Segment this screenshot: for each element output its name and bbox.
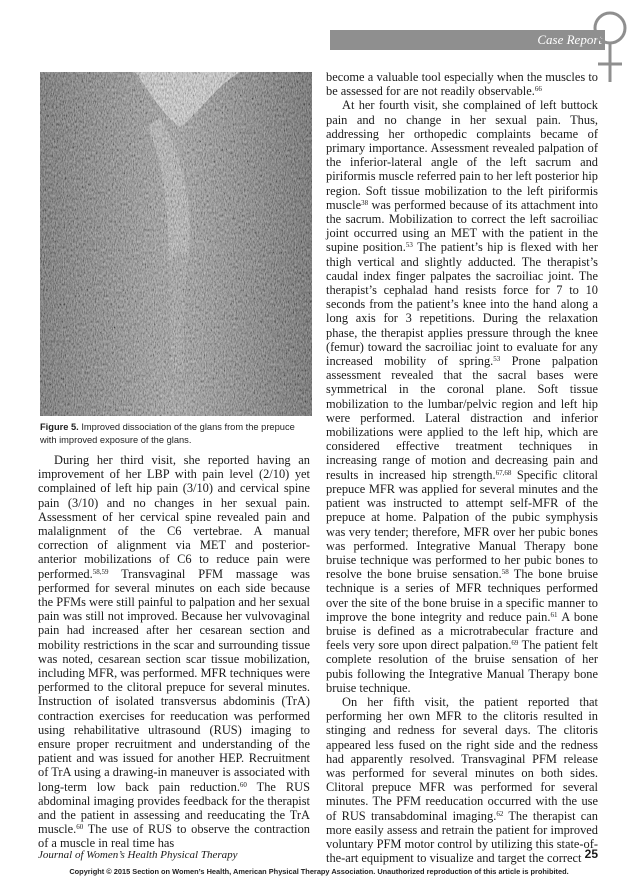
paragraph: At her fourth visit, she complained of left buttock pain and no change in her sexual pain. Thus, addressing her orthopedic complaints became of primary importance. Assessment revealed palpation of the inferior-lateral angle of the left sacrum and piriformis muscle referred pain to her left posterior hip region. Soft tissue mobilization to the left piriformis muscle$^{38}$ was performed because of its attachment into the sacrum. Mobilization to correct the left sacroiliac joint occurred using an MET with the patient in the supine position.$^{53}$ The patient’s hip is flexed with her thigh vertical and slightly adducted. The therapist’s caudal index finger palpates the sacroiliac joint. The therapist’s cephalad hand resists force for 7 to 10 seconds from the patient’s knee into the hand along a long axis for 3 repetitions. During the relaxation phase, the therapist applies pressure through the knee (femur) toward the sacroiliac joint to evaluate for any increased mobility of spring.$^{53}$ Prone palpation assessment revealed that the sacral bases were symmetrical in the coronal plane. Soft tissue mobilization to the lumbar/pelvic region and left hip were performed. Lateral distraction and inferior mobilizations were applied to the left hip, which are considered effective treatment techniques in increasing range of motion and decreasing pain and results in increased hip strength.$^{67,68}$ Specific clitoral prepuce MFR was applied for several minutes and the patient was instructed to attempt self-MFR of the prepuce at home. Palpation of the pubic symphysis was very tender; therefore, MFR over her pubic bones was performed. Integrative Manual Therapy bone bruise technique was performed to her pubic bones to resolve the bone bruise sensation.$^{58}$ The bone bruise technique is a series of MFR techniques performed over the site of the bone bruise in a specific manner to improve the bone integrity and reduce pain.$^{61}$ A bone bruise is defined as a microtrabecular fracture and feels very sore upon direct palpation.$^{69}$ The patient felt complete resolution of the bruise sensation of her pubis following the Integrative Manual Therapy bone bruise technique. <box>326 98 599 695</box>
citation: 62 <box>496 809 504 818</box>
figure-label: Figure 5. <box>40 422 79 432</box>
journal-name: Journal of Women’s Health Physical Therapy <box>38 849 238 861</box>
right-column <box>326 70 598 865</box>
citation: 58 <box>501 568 509 577</box>
citation: 69 <box>511 639 519 648</box>
figure-photo <box>40 72 312 416</box>
figure-caption <box>40 421 312 447</box>
citation: 58,59 <box>92 567 109 576</box>
paragraph: During her third visit, she reported having an improvement of her LBP with pain level (2/10) yet complained of left hip pain (3/10) and cervical spine pain (3/10) and no changes in her sexual pain. Assessment of her cervical spine revealed pain and malalignment of the C6 vertebrae. A manual correction of alignment via MET and posterior-anterior mobilizations of C6 to reduce pain were performed.$^{58,59}$ Transvaginal PFM massage was performed for several minutes on each side because the PFMs were still painful to palpation and her sexual pain was still not improved. Because her vulvovaginal pain had increased after her cesarean section and mobility restrictions in the scar and surrounding tissue was noted, cesarean section scar tissue mobilization, including MFR, was performed. MFR techniques were performed to the clitoral prepuce for several minutes. Instruction of isolated transversus abdominis (TrA) contraction exercises for reeducation was performed using rehabilitative ultrasound (RUS) imaging to ensure proper recruitment and understanding of the patient and was issued for another HEP. Recruitment of TrA using a drawing-in maneuver is associated with long-term low back pain reduction.$^{60}$ The RUS abdominal imaging provides feedback for the therapist and the patient in assessing and reeducating the TrA muscle.$^{60}$ The use of RUS to observe the contraction of a muscle in real time has <box>38 453 310 851</box>
copyright-notice: Copyright © 2015 Section on Women’s Health, American Physical Therapy Association. Unauthorized reproduction of this article is prohibited. <box>69 867 569 876</box>
left-column <box>38 453 310 851</box>
paragraph: become a valuable tool especially when the muscles to be assessed for are not readily observable.$^{66}$ <box>326 70 598 99</box>
citation: 53 <box>493 355 501 364</box>
citation: 60 <box>239 780 247 789</box>
citation: 60 <box>76 823 84 832</box>
citation: 67,68 <box>495 468 512 477</box>
citation: 53 <box>405 241 413 250</box>
citation: 61 <box>550 610 558 619</box>
paragraph: On her fifth visit, the patient reported that performing her own MFR to the clitoris resulted in stinging and redness for several days. The clitoris appeared less fused on the right side and the redness had apparently resolved. Transvaginal PFM release was performed for several minutes on both sides. Clitoral prepuce MFR was performed for several minutes. The PFM reeducation occurred with the use of RUS transabdominal imaging.$^{62}$ The therapist can more easily assess and retrain the patient for improved voluntary PFM motor control by utilizing this state-of-the-art equipment to visualize and target the correct <box>326 694 598 866</box>
citation: 38 <box>361 198 369 207</box>
figure-caption-text: Improved dissociation of the glans from the prepuce with improved exposure of the glans. <box>40 422 295 445</box>
citation: 66 <box>534 85 542 94</box>
page-number: 25 <box>584 847 598 861</box>
section-label: Case Report <box>537 32 602 47</box>
